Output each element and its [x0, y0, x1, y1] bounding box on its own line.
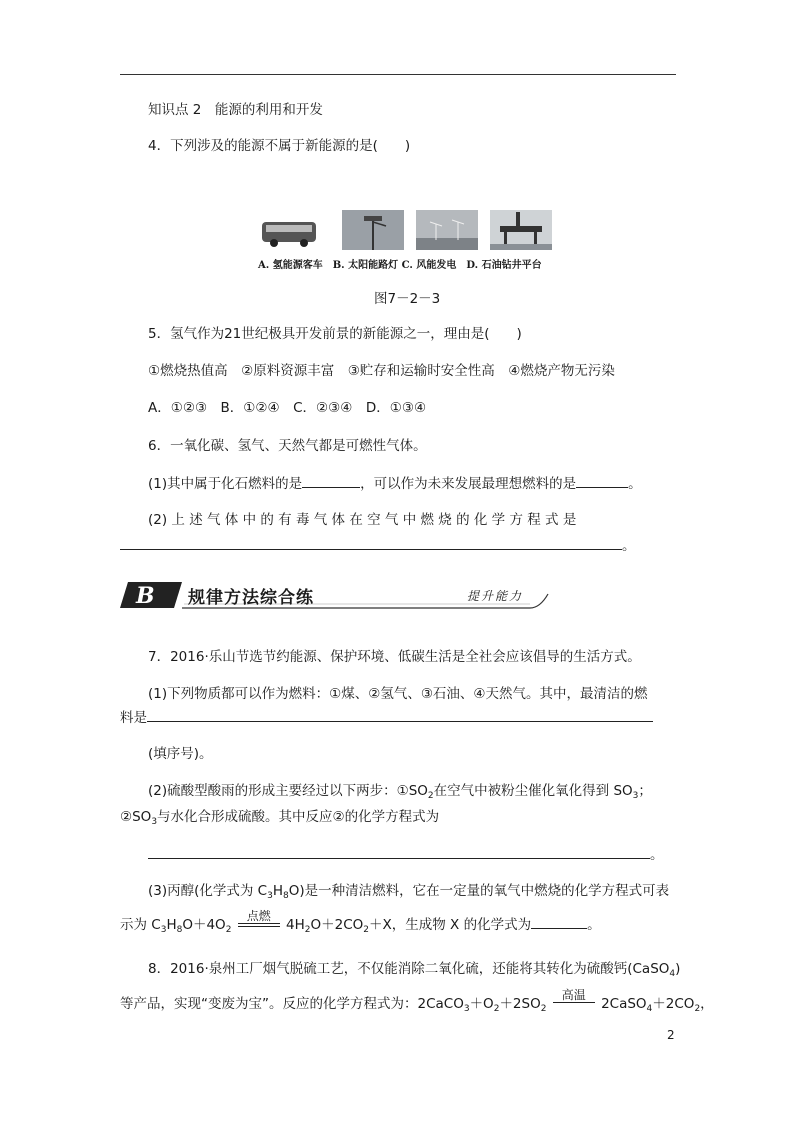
subscript: 4: [669, 969, 676, 979]
banner-title: 规律方法综合练: [188, 588, 314, 608]
q6-part1-text-b: ，可以作为未来发展最理想燃料的是: [360, 476, 577, 492]
q6-part2-answer-line: [120, 536, 636, 555]
q8-line2: [120, 988, 714, 1018]
q6-part2: (2) 上 述 气 体 中 的 有 毒 气 体 在 空 气 中 燃 烧 的 化 学 方 程 式 是: [148, 512, 577, 528]
condition-label: 高温: [561, 988, 586, 1002]
q7-part2-text-b: 在空气中被粉尘催化氧化得到 SO: [433, 783, 633, 799]
subscript: 2: [304, 925, 311, 935]
q7-part1-line3: (填序号)。: [148, 746, 213, 762]
answer-blank[interactable]: [576, 474, 628, 488]
subscript: 2: [540, 1004, 547, 1014]
subscript: 2: [694, 1004, 701, 1014]
q7-part3-text-i: ＋X，生成物 X 的化学式为: [369, 917, 532, 933]
page-number: 2: [667, 1028, 675, 1042]
subscript: 2: [363, 925, 370, 935]
q7-part3-text-e: H: [166, 917, 177, 933]
q7-part1-line1: (1)下列物质都可以作为燃料：①煤、②氢气、③石油、④天然气。其中，最清洁的燃: [148, 686, 648, 702]
subscript: 3: [632, 791, 639, 801]
q7-part3-line2: [120, 909, 601, 939]
q7-part2-line1: [148, 782, 652, 805]
q7-part1-label: 料是: [120, 710, 147, 726]
q5-options: A．①②③ B．①②④ C．②③④ D．①③④: [148, 400, 427, 416]
q8-text-a: 8．2016·泉州工厂烟气脱硫工艺，不仅能消除二氧化硫，还能将其转化为硫酸钙(CaSO: [148, 961, 670, 977]
q8-text-h: ，: [700, 996, 714, 1012]
q8-text-d: ＋O: [469, 996, 494, 1012]
q6-part1-end: 。: [628, 476, 642, 492]
q7-part3-text-d: 示为 C: [120, 917, 161, 933]
q8-text-c: 等产品，实现“变废为宝”。反应的化学方程式为：2CaCO: [120, 996, 464, 1012]
subscript: 2: [427, 791, 434, 801]
q7-part3-end: 。: [587, 917, 601, 933]
q7-part1-line2: [120, 708, 653, 727]
q8-text-f: 2CaSO: [601, 996, 647, 1012]
q6-stem: 6．一氧化碳、氢气、天然气都是可燃性气体。: [148, 438, 427, 454]
q4-captions: A. 氢能源客车 B. 太阳能路灯 C. 风能发电 D. 石油钻井平台: [258, 260, 542, 271]
subscript: 3: [463, 1004, 470, 1014]
q7-part3-text-g: 4H: [286, 917, 305, 933]
subscript: 2: [493, 1004, 500, 1014]
q4-stem: 4．下列涉及的能源不属于新能源的是( ): [148, 138, 411, 154]
q6-part1-text-a: (1)其中属于化石燃料的是: [148, 476, 303, 492]
reaction-condition-ignite: [236, 909, 282, 934]
q7-part2-text-d: ②SO: [120, 809, 152, 825]
q7-part3-text-a: (3)丙醇(化学式为 C: [148, 883, 268, 899]
subscript: 2: [225, 925, 232, 935]
q8-text-e: ＋2SO: [499, 996, 541, 1012]
section-heading: 知识点 2 能源的利用和开发: [148, 102, 323, 118]
oil-rig-image: [490, 210, 552, 250]
subscript: 8: [176, 925, 183, 935]
answer-blank[interactable]: [531, 915, 587, 929]
q7-part2-text-e: 与水化合形成硫酸。其中反应②的化学方程式为: [157, 809, 440, 825]
q7-part2-text-a: (2)硫酸型酸雨的形成主要经过以下两步：①SO: [148, 783, 428, 799]
condition-label: 点燃: [246, 909, 271, 923]
subscript: 3: [151, 817, 158, 827]
subscript: 8: [283, 891, 289, 901]
figure-label: 图7－2－3: [374, 291, 441, 307]
q5-stem: 5．氢气作为21世纪极具开发前景的新能源之一，理由是( ): [148, 326, 522, 342]
subscript: 3: [267, 891, 273, 901]
q7-part2-text-c: ；: [638, 783, 652, 799]
header-rule: [120, 74, 676, 75]
q7-part3-text-b: H: [272, 883, 283, 899]
q7-part2-line2: [120, 808, 439, 831]
answer-blank[interactable]: [148, 845, 650, 859]
q6-part2-end: 。: [622, 538, 636, 554]
q7-stem: 7．2016·乐山节选节约能源、保护环境、低碳生活是全社会应该倡导的生活方式。: [148, 649, 641, 665]
q5-reasons: ①燃烧热值高 ②原料资源丰富 ③贮存和运输时安全性高 ④燃烧产物无污染: [148, 363, 615, 379]
answer-blank[interactable]: [147, 708, 653, 722]
q7-part2-answer-line: [148, 845, 664, 864]
q7-part2-end: 。: [650, 847, 664, 863]
answer-blank[interactable]: [302, 474, 360, 488]
answer-blank[interactable]: [120, 536, 622, 550]
q7-part3-text-h: O＋2CO: [310, 917, 364, 933]
banner-b-icon: B: [136, 583, 155, 609]
q6-part1: [148, 474, 642, 493]
q8-line1: [148, 960, 680, 983]
subscript: 3: [160, 925, 167, 935]
q7-part3-line1: [148, 882, 669, 905]
q8-text-g: ＋2CO: [652, 996, 695, 1012]
banner-subtitle: 提升能力: [467, 589, 524, 603]
bus-image: [258, 210, 320, 250]
reaction-condition-high-temp: [551, 988, 597, 1013]
wind-power-image: [416, 210, 478, 250]
q8-text-b: ): [675, 961, 681, 977]
q7-part3-text-c: O)是一种清洁燃料，它在一定量的氧气中燃烧的化学方程式可表: [288, 883, 670, 899]
subscript: 4: [646, 1004, 653, 1014]
solar-streetlight-image: [342, 210, 404, 250]
q7-part3-text-f: O＋4O: [182, 917, 226, 933]
